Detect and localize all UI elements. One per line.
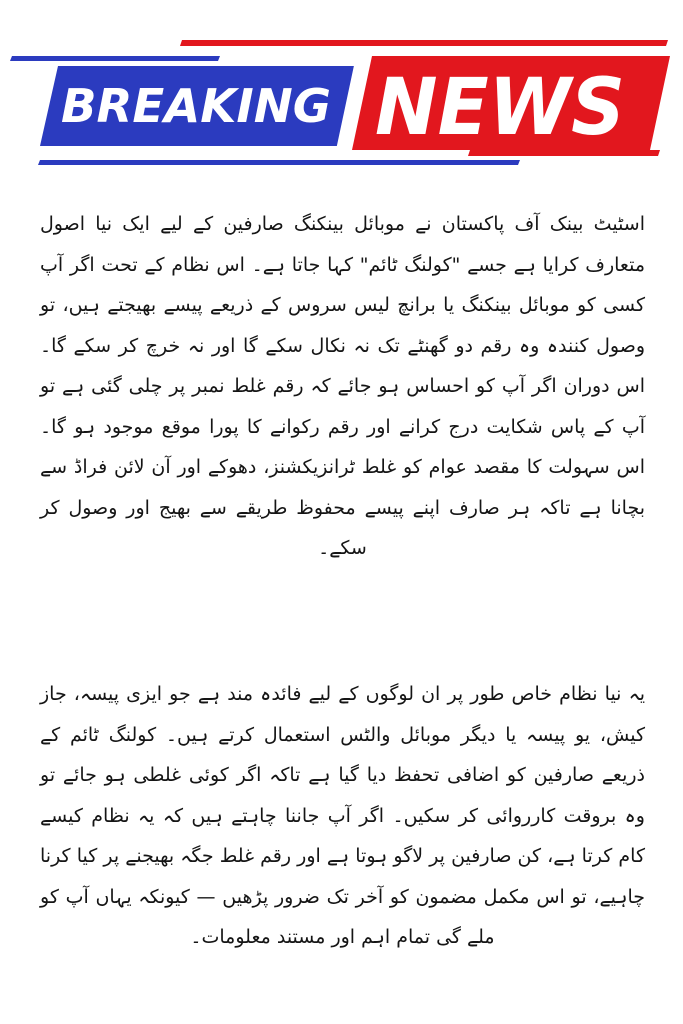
breaking-news-banner <box>0 0 683 190</box>
breaking-label: BREAKING <box>61 79 331 133</box>
blue-accent-line-bottom <box>38 160 520 165</box>
blue-accent-line-top <box>10 56 220 61</box>
article-paragraph-1: اسٹیٹ بینک آف پاکستان نے موبائل بینکنگ صارفین کے لیے ایک نیا اصول متعارف کرایا ہے جسے "کولنگ ٹائم" کہا جاتا ہے۔ اس نظام کے تحت اگر آپ کسی کو موبائل بینکنگ یا برانچ لیس سروس کے ذریعے پیسے بھیجتے ہیں، تو وصول کنندہ وہ رقم دو گھنٹے تک نہ نکال سکے گا اور نہ خرچ کر سکے گا۔ اس دوران اگر آپ کو احساس ہو جائے کہ رقم غلط نمبر پر چلی گئی ہے تو آپ کے پاس شکایت درج کرانے اور رقم رکوانے کا پورا موقع موجود ہو گا۔ اس سہولت کا مقصد عوام کو غلط ٹرانزیکشنز، دھوکے اور آن لائن فراڈ سے بچانا ہے تاکہ ہر صارف اپنے پیسے محفوظ طریقے سے بھیج اور وصول کر سکے۔ <box>40 213 645 559</box>
news-label: NEWS <box>375 63 625 153</box>
article-paragraph-2: یہ نیا نظام خاص طور پر ان لوگوں کے لیے فائدہ مند ہے جو ایزی پیسہ، جاز کیش، یو پیسہ یا دیگر موبائل والٹس استعمال کرتے ہیں۔ کولنگ ٹائم کے ذریعے صارفین کو اضافی تحفظ دیا گیا ہے تاکہ اگر کوئی غلطی ہو جائے تو وہ بروقت کارروائی کر سکیں۔ اگر آپ جاننا چاہتے ہیں کہ یہ نظام کیسے کام کرتا ہے، کن صارفین پر لاگو ہوتا ہے اور رقم غلط جگہ بھیجنے پر کیا کرنا چاہیے، تو اس مکمل مضمون کو آخر تک ضرور پڑھیں — کیونکہ یہاں آپ کو ملے گی تمام اہم اور مستند معلومات۔ <box>40 683 645 948</box>
red-accent-line-top <box>180 40 668 46</box>
